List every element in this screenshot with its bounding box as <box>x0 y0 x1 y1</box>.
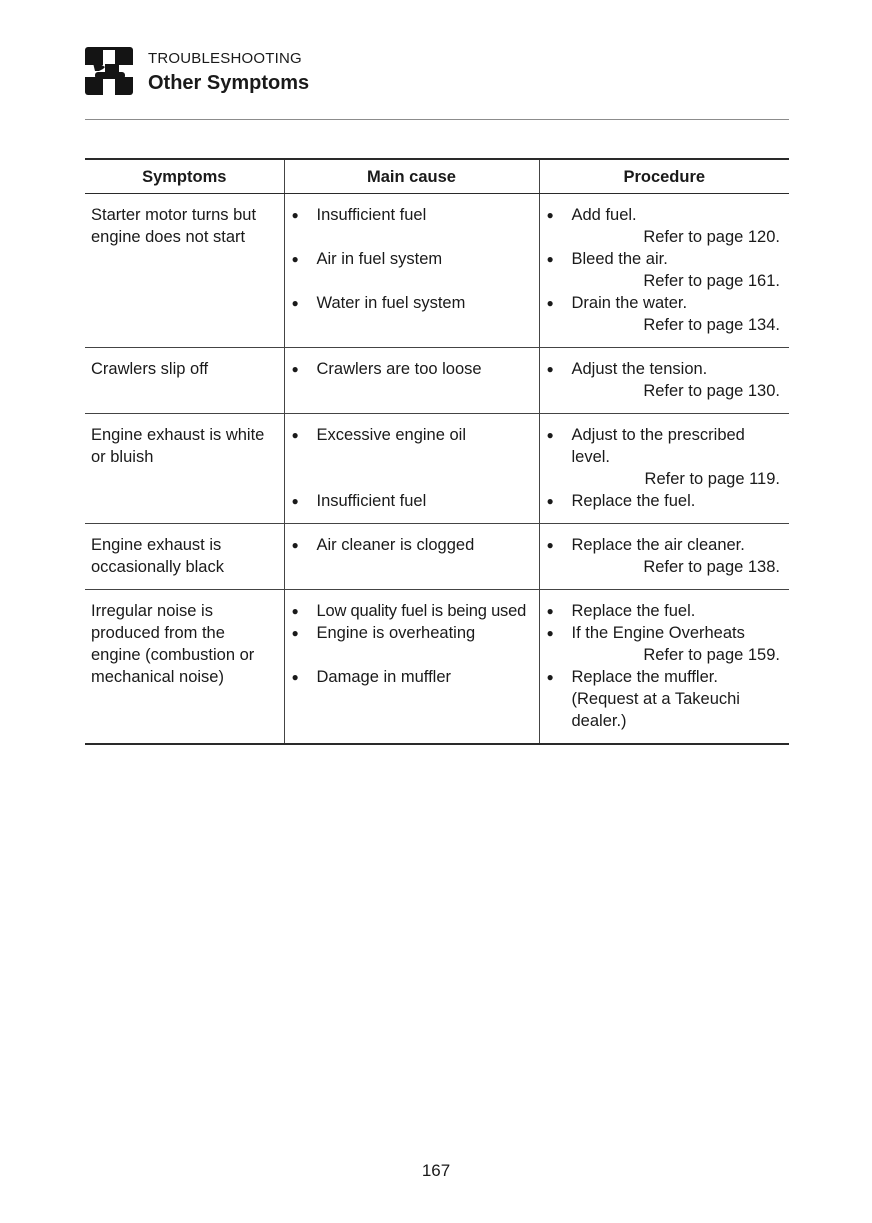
symptom-text: Engine exhaust is white <box>91 426 265 444</box>
cause-item: ● Air cleaner is clogged <box>291 534 533 556</box>
page-number: 167 <box>421 1161 451 1180</box>
page-reference: Refer to page 138. <box>643 558 780 576</box>
procedure-item-continued: level. <box>571 448 611 466</box>
symptom-text: or bluish <box>91 448 154 466</box>
procedure-item: ● Drain the water. <box>546 292 784 314</box>
page-title: Other Symptoms <box>148 72 310 94</box>
symptom-text: produced from the <box>91 624 225 642</box>
column-header-symptoms: Symptoms <box>85 159 284 194</box>
symptom-text: mechanical noise) <box>91 668 224 686</box>
cause-cell <box>284 590 539 745</box>
page-reference: Refer to page 130. <box>643 382 780 400</box>
section-label: TROUBLESHOOTING <box>148 50 302 67</box>
cause-item: ● Water in fuel system <box>291 292 533 314</box>
troubleshooting-cross-excavator-icon <box>85 47 133 95</box>
symptom-cell <box>85 348 284 414</box>
cause-item: ● Damage in muffler <box>291 666 533 688</box>
symptom-cell <box>85 194 284 348</box>
symptom-cell <box>85 590 284 745</box>
table-row <box>85 524 789 590</box>
symptom-text: engine does not start <box>91 228 246 246</box>
table-row <box>85 348 789 414</box>
procedure-cell <box>539 524 789 590</box>
cause-item: ● Insufficient fuel <box>291 204 533 226</box>
procedure-item: ● Replace the fuel. <box>546 490 784 512</box>
symptom-text: Crawlers slip off <box>91 360 209 378</box>
cause-item: ● Air in fuel system <box>291 248 533 270</box>
symptom-text: Irregular noise is <box>91 602 213 620</box>
cause-item: ● Excessive engine oil <box>291 424 533 446</box>
symptom-cell <box>85 414 284 524</box>
cause-cell <box>284 414 539 524</box>
column-header-main-cause: Main cause <box>284 159 539 194</box>
cause-item: ● Crawlers are too loose <box>291 358 533 380</box>
table-row <box>85 194 789 348</box>
cause-item: ● Engine is overheating <box>291 622 533 644</box>
procedure-item: ● If the Engine Overheats <box>546 622 784 644</box>
symptom-text: Starter motor turns but <box>91 206 257 224</box>
cause-item: ● Low quality fuel is being used <box>291 600 533 622</box>
procedure-cell <box>539 414 789 524</box>
cause-cell <box>284 348 539 414</box>
procedure-item: ● Adjust the tension. <box>546 358 784 380</box>
procedure-cell <box>539 348 789 414</box>
column-header-procedure: Procedure <box>539 159 789 194</box>
procedure-item-continued: dealer.) <box>571 712 627 730</box>
procedure-cell <box>539 194 789 348</box>
symptom-text: occasionally black <box>91 558 224 576</box>
procedure-item: ● Adjust to the prescribed <box>546 424 784 446</box>
symptom-text: engine (combustion or <box>91 646 255 664</box>
table-row <box>85 414 789 524</box>
page-reference: Refer to page 120. <box>643 228 780 246</box>
page-reference: Refer to page 134. <box>643 316 780 334</box>
table-header-row <box>85 159 789 194</box>
page-reference: Refer to page 161. <box>643 272 780 290</box>
page-reference: Refer to page 159. <box>643 646 780 664</box>
header-divider <box>85 119 789 120</box>
symptom-text: Engine exhaust is <box>91 536 222 554</box>
cause-cell <box>284 194 539 348</box>
procedure-item: ● Replace the fuel. <box>546 600 784 622</box>
procedure-item: ● Bleed the air. <box>546 248 784 270</box>
table-row <box>85 590 789 745</box>
procedure-item: ● Replace the air cleaner. <box>546 534 784 556</box>
procedure-item: ● Replace the muffler. <box>546 666 784 688</box>
symptom-cell <box>85 524 284 590</box>
procedure-item: ● Add fuel. <box>546 204 784 226</box>
symptoms-table <box>85 158 789 745</box>
cause-item: ● Insufficient fuel <box>291 490 533 512</box>
cause-cell <box>284 524 539 590</box>
procedure-item-continued: (Request at a Takeuchi <box>571 690 740 708</box>
page-reference: Refer to page 119. <box>644 470 780 488</box>
procedure-cell <box>539 590 789 745</box>
